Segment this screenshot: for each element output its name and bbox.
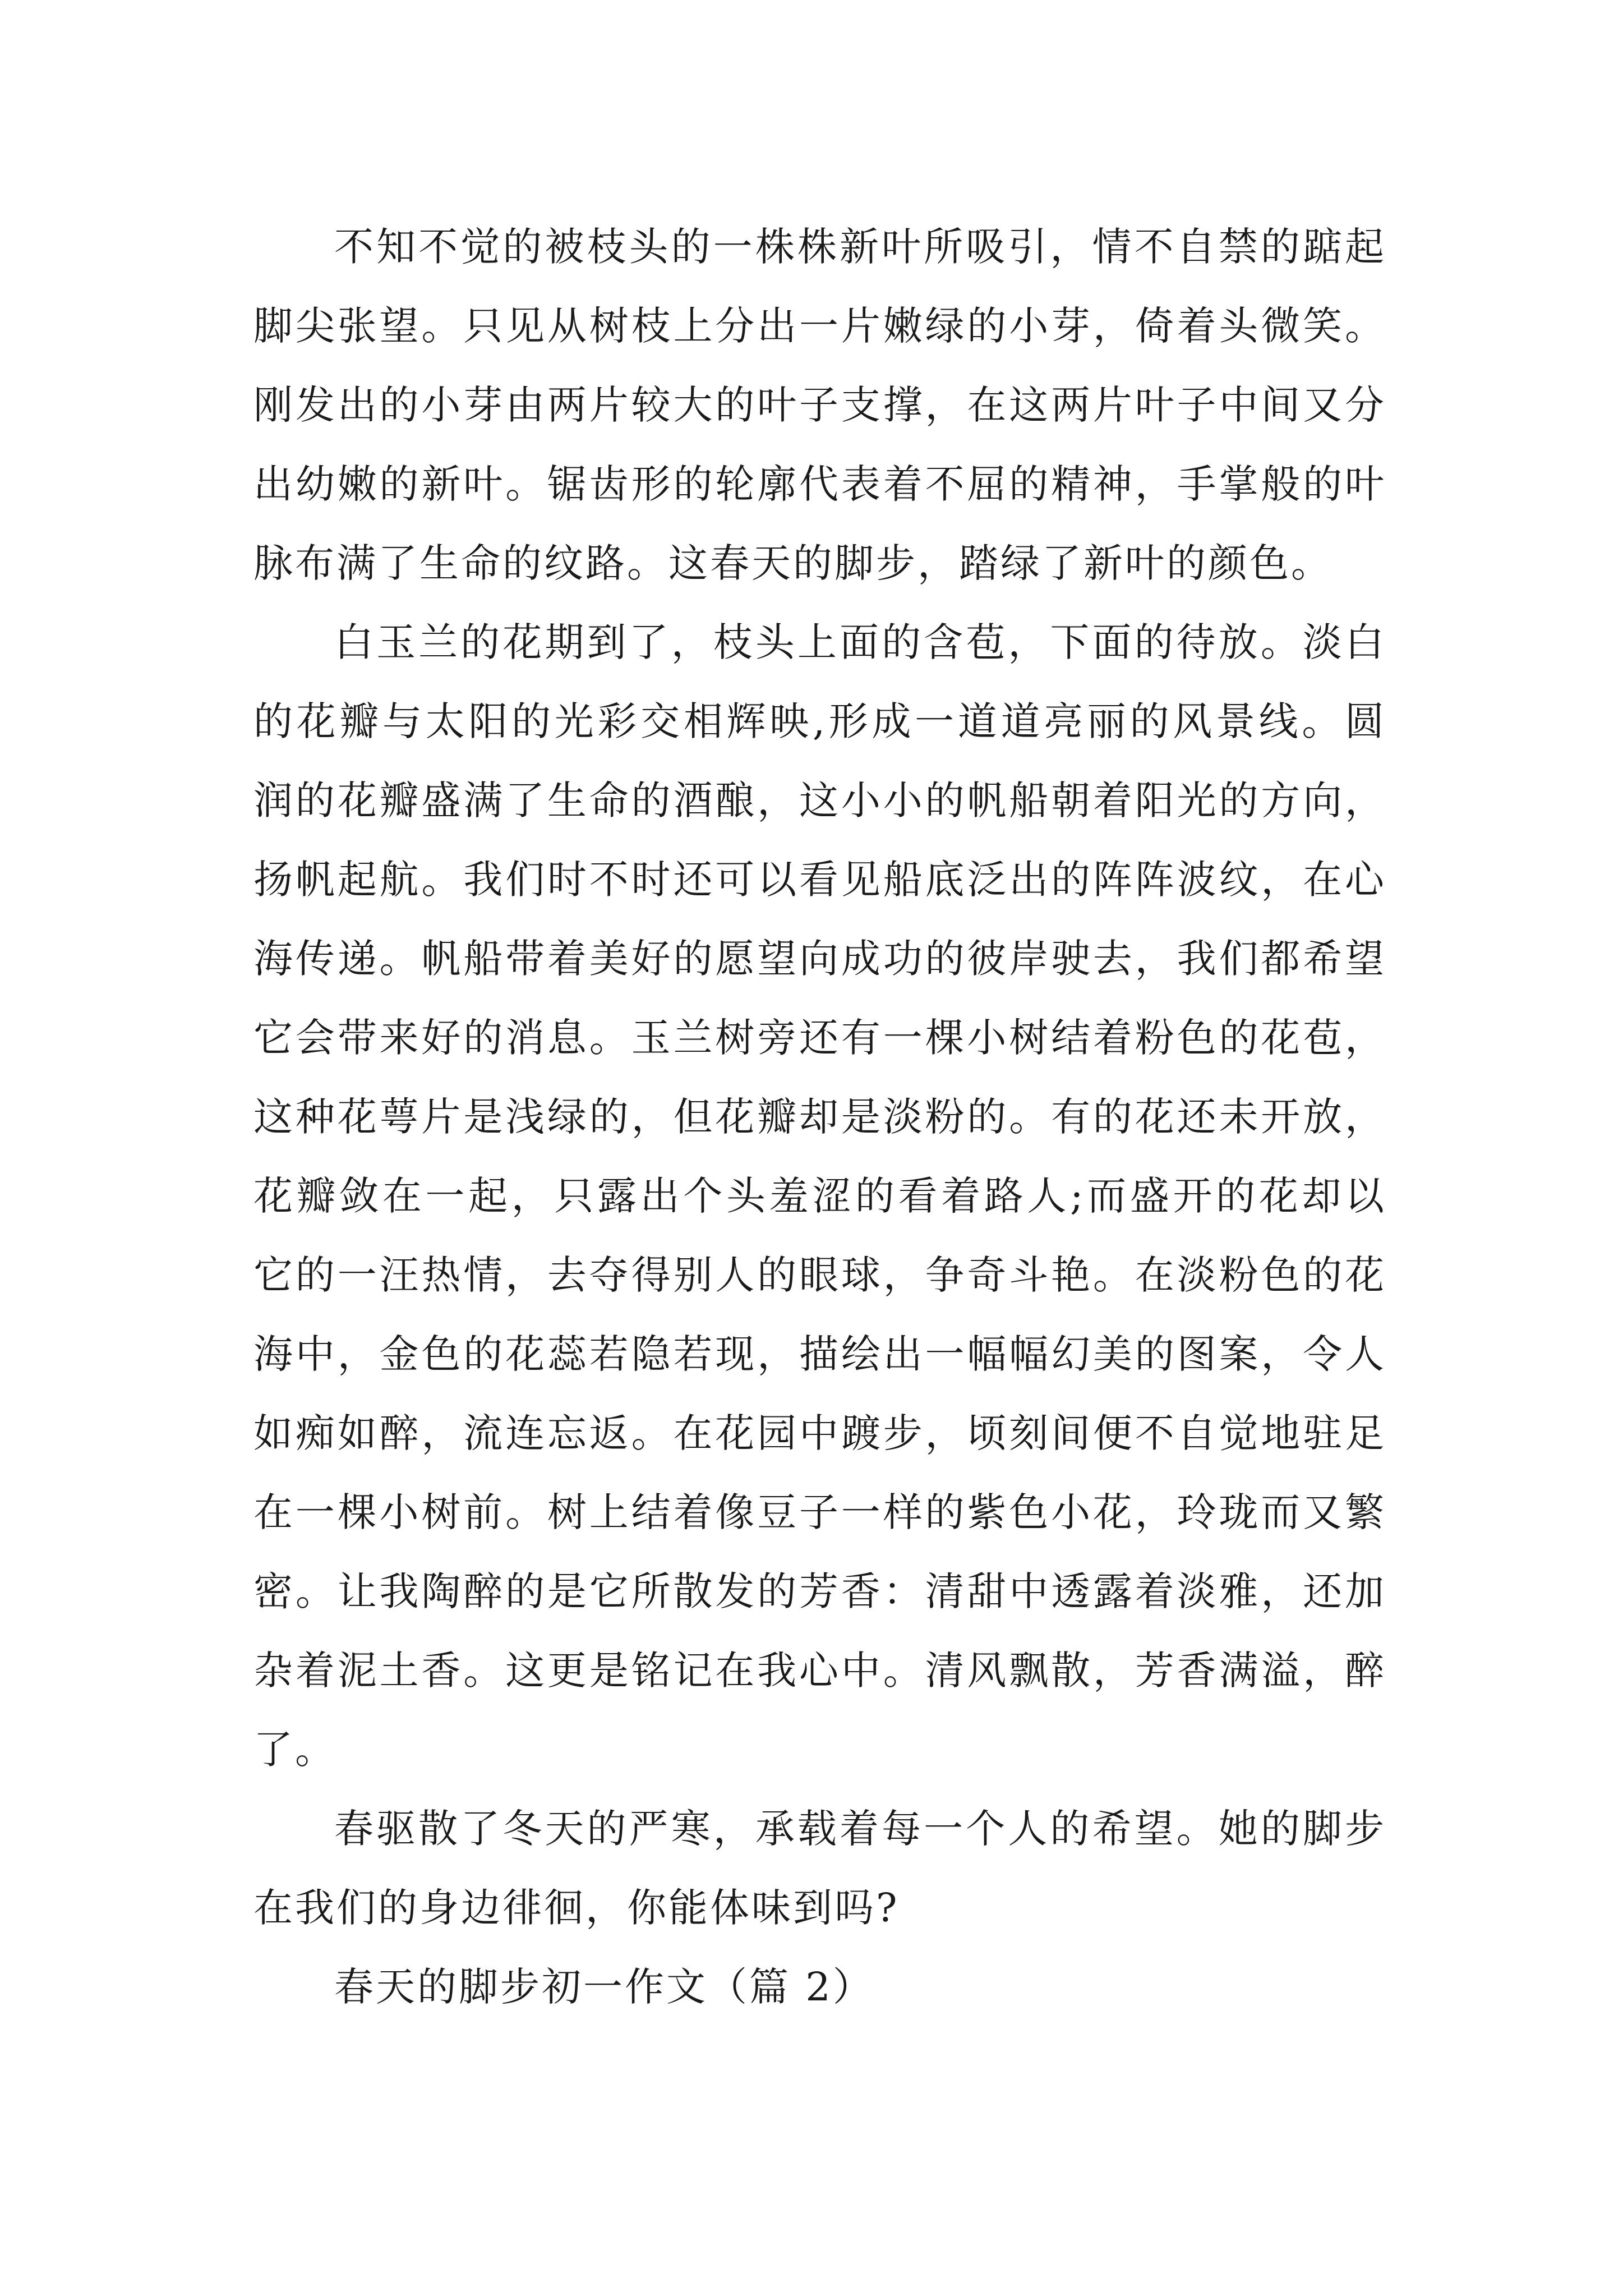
section-heading: 春天的脚步初一作文（篇 2） [334, 1964, 874, 2010]
paragraph-magnolia: 白玉兰的花期到了，枝头上面的含苞，下面的待放。淡白的花瓣与太阳的光彩交相辉映,形成一道道亮丽的风景线。圆润的花瓣盛满了生命的酒酿，这小小的帆船朝着阳光的方向，扬帆起航。我们时不时还可以看见船底泛出的阵阵波纹，在心海传递。帆船带着美好的愿望向成功的彼岸驶去，我们都希望它会带来好的消息。玉兰树旁还有一棵小树结着粉色的花苞，这种花萼片是浅绿的，但花瓣却是淡粉的。有的花还未开放，花瓣敛在一起，只露出个头羞涩的看着路人;而盛开的花却以它的一汪热情，去夺得别人的眼球，争奇斗艳。在淡粉色的花海中，金色的花蕊若隐若现，描绘出一幅幅幻美的图案，令人如痴如醉，流连忘返。在花园中踱步，顷刻间便不自觉地驻足在一棵小树前。树上结着像豆子一样的紫色小花，玲珑而又繁密。让我陶醉的是它所散发的芳香：清甜中透露着淡雅，还加杂着泥土香。这更是铭记在我心中。清风飘散，芳香满溢，醉了。 [253, 619, 1386, 1773]
paragraph-new-leaves: 不知不觉的被枝头的一株株新叶所吸引，情不自禁的踮起脚尖张望。只见从树枝上分出一片嫩绿的小芽，倚着头微笑。刚发出的小芽由两片较大的叶子支撑，在这两片叶子中间又分出幼嫩的新叶。锯齿形的轮廓代表着不屈的精神，手掌般的叶脉布满了生命的纹路。这春天的脚步，踏绿了新叶的颜色。 [253, 224, 1386, 586]
document-body [253, 208, 1386, 2027]
paragraph-spring-footsteps: 春驱散了冬天的严寒，承载着每一个人的希望。她的脚步在我们的身边徘徊，你能体味到吗? [253, 1806, 1386, 1931]
